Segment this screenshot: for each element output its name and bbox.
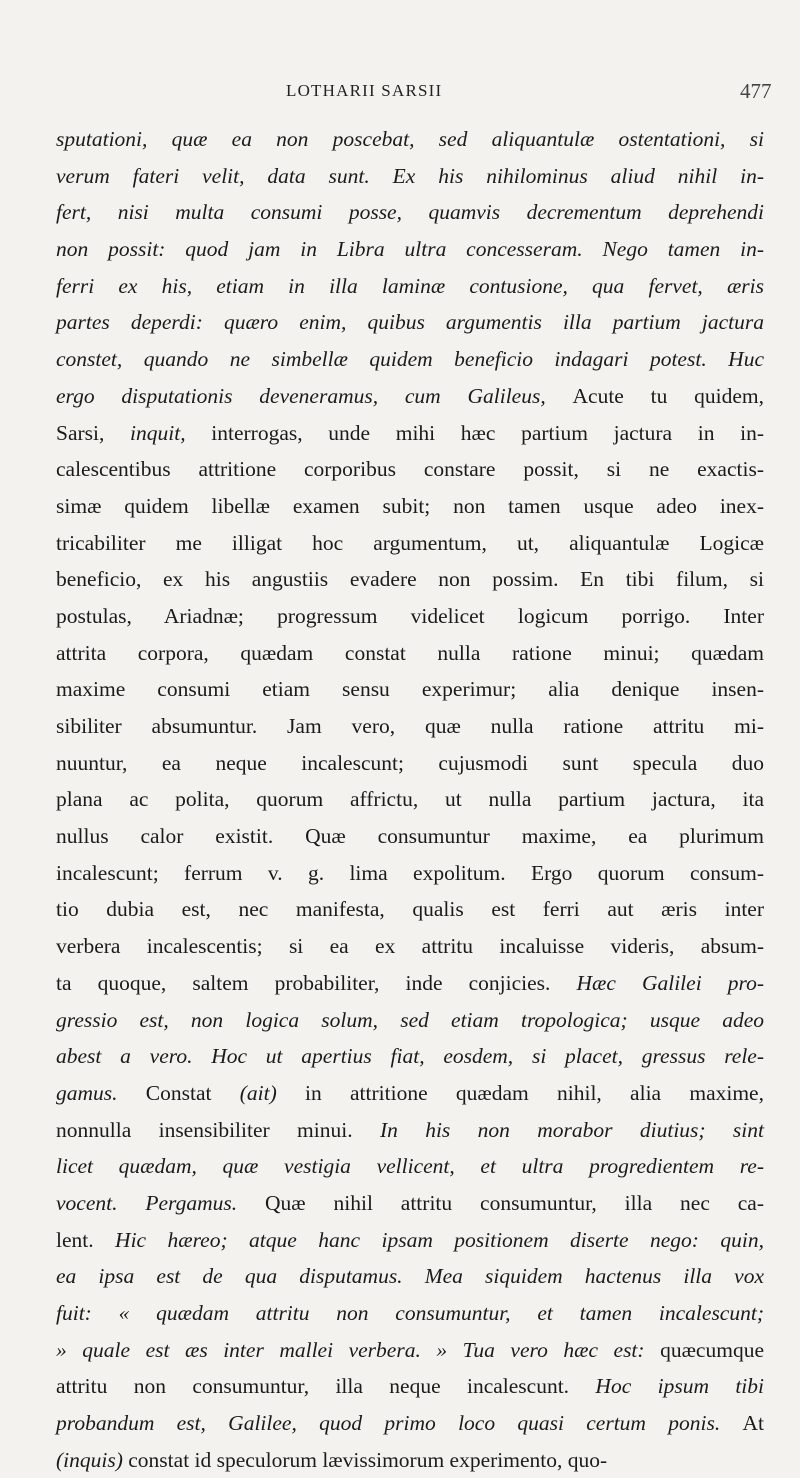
italic-text-segment: » quale est æs inter mallei verbera. » Tua vero hæc est: [56, 1337, 661, 1362]
text-line [56, 158, 764, 195]
italic-text-segment: fuit: « quædam attritu non consumuntur, et tamen incalescunt; [56, 1301, 764, 1325]
text-line [56, 1222, 764, 1259]
text-segment: nuuntur, ea neque incalescunt; cujusmodi sunt specula duo [56, 750, 764, 775]
text-line [56, 1332, 764, 1369]
italic-text-segment: non possit: quod jam in Libra ultra concesseram. Nego tamen in- [56, 237, 764, 262]
text-segment: beneficio, ex his angustiis evadere non possim. En tibi filum, si [56, 567, 764, 592]
text-line [56, 598, 764, 635]
italic-text-segment: partes deperdi: quæro enim, quibus argumentis illa partium jactura [56, 310, 764, 335]
text-segment: constat id speculorum lævissimorum experimento, quo- [128, 1447, 608, 1472]
italic-text-segment: gressio est, non logica solum, sed etiam tropologica; usque adeo [56, 1007, 764, 1032]
text-line [56, 1295, 764, 1332]
text-segment: postulas, Ariadnæ; progressum videlicet logicum porrigo. Inter [56, 603, 764, 628]
text-segment: Quæ nihil attritu consumuntur, illa nec ca- [265, 1190, 764, 1215]
text-line [56, 1002, 764, 1039]
text-segment: nullus calor existit. Quæ consumuntur maxime, ea plurimum [56, 824, 764, 849]
italic-text-segment: abest a vero. Hoc ut apertius fiat, eosdem, si placet, gressus rele- [56, 1044, 764, 1069]
text-segment: verbera incalescentis; si ea ex attritu incaluisse videris, absum- [56, 934, 764, 959]
text-line [56, 304, 764, 341]
text-segment: sibiliter absumuntur. Jam vero, quæ nulla ratione attritu mi- [56, 714, 764, 738]
text-line [56, 525, 764, 562]
italic-text-segment: vocent. Pergamus. [56, 1190, 265, 1215]
text-line [56, 268, 764, 305]
text-line [56, 341, 764, 378]
text-line [56, 708, 764, 745]
text-line [56, 378, 764, 415]
text-segment: attrita corpora, quædam constat nulla ratione minui; quædam [56, 640, 764, 665]
italic-text-segment: (inquis) [56, 1447, 129, 1472]
italic-text-segment: licet quædam, quæ vestigia vellicent, et ultra progredientem re- [56, 1154, 764, 1179]
text-line [56, 1112, 764, 1149]
text-segment: attritu non consumuntur, illa neque incalescunt. [56, 1374, 596, 1399]
text-line [56, 1442, 764, 1478]
body-text [56, 121, 764, 1478]
text-line [56, 855, 764, 892]
text-line [56, 194, 764, 231]
text-line [56, 121, 764, 158]
text-segment: ta quoque, saltem probabiliter, inde conjicies. [56, 970, 577, 995]
running-title: LOTHARII SARSII [286, 81, 443, 100]
italic-text-segment: verum fateri velit, data sunt. Ex his nihilominus aliud nihil in- [56, 163, 764, 188]
text-segment: At [742, 1411, 764, 1436]
italic-text-segment: Hæc Galilei pro- [576, 970, 764, 995]
text-line [56, 965, 764, 1002]
italic-text-segment: inquit, [130, 420, 212, 445]
text-line [56, 1258, 764, 1295]
text-line [56, 415, 764, 452]
text-line [56, 1185, 764, 1222]
italic-text-segment: (ait) [239, 1080, 306, 1105]
text-line [56, 488, 764, 525]
text-segment: quæcumque [660, 1337, 764, 1362]
text-segment: in attritione quædam nihil, alia maxime, [305, 1080, 764, 1105]
text-segment: tio dubia est, nec manifesta, qualis est ferri aut æris inter [56, 897, 764, 922]
page-header [0, 81, 800, 111]
text-segment: interrogas, unde mihi hæc partium jactura in in- [211, 420, 765, 445]
text-line [56, 561, 764, 598]
text-segment: lent. [56, 1227, 116, 1252]
text-line [56, 1148, 764, 1185]
text-line [56, 1075, 764, 1112]
text-line [56, 1368, 764, 1405]
text-segment: incalescunt; ferrum v. g. lima expolitum. Ergo quorum consum- [56, 860, 764, 885]
italic-text-segment: fert, nisi multa consumi posse, quamvis decrementum deprehendi [56, 200, 764, 225]
text-line [56, 635, 764, 672]
italic-text-segment: ferri ex his, etiam in illa laminæ contusione, qua fervet, æris [56, 273, 764, 298]
text-line [56, 745, 764, 782]
text-line [56, 1405, 764, 1442]
italic-text-segment: Hoc ipsum tibi [595, 1374, 764, 1399]
italic-text-segment: gamus. [56, 1080, 146, 1105]
italic-text-segment: Hic hæreo; atque hanc ipsam positionem diserte nego: quin, [115, 1227, 764, 1252]
text-segment: Sarsi, [56, 420, 131, 445]
text-segment: maxime consumi etiam sensu experimur; alia denique insen- [56, 677, 764, 702]
text-line [56, 928, 764, 965]
text-segment: Acute tu quidem, [572, 383, 764, 408]
italic-text-segment: ea ipsa est de qua disputamus. Mea siquidem hactenus illa vox [56, 1264, 764, 1289]
italic-text-segment: ergo disputationis deveneramus, cum Galileus, [56, 383, 573, 408]
text-line [56, 1038, 764, 1075]
italic-text-segment: probandum est, Galilee, quod primo loco quasi certum ponis. [56, 1411, 743, 1436]
italic-text-segment: sputationi, quæ ea non poscebat, sed aliquantulæ ostentationi, si [56, 127, 764, 151]
text-segment: calescentibus attritione corporibus constare possit, si ne exactis- [56, 457, 764, 482]
text-line [56, 451, 764, 488]
text-line [56, 781, 764, 818]
text-segment: simæ quidem libellæ examen subit; non tamen usque adeo inex- [56, 493, 764, 518]
text-segment: nonnulla insensibiliter minui. [56, 1117, 380, 1142]
text-line [56, 891, 764, 928]
text-segment: Constat [145, 1080, 240, 1105]
text-line [56, 818, 764, 855]
text-line [56, 671, 764, 708]
text-line [56, 231, 764, 268]
italic-text-segment: In his non morabor diutius; sint [379, 1117, 764, 1142]
italic-text-segment: constet, quando ne simbellæ quidem beneficio indagari potest. Huc [56, 347, 764, 372]
page-number: 477 [740, 79, 772, 103]
text-segment: plana ac polita, quorum affrictu, ut nulla partium jactura, ita [56, 787, 764, 812]
text-segment: tricabiliter me illigat hoc argumentum, ut, aliquantulæ Logicæ [56, 530, 764, 555]
